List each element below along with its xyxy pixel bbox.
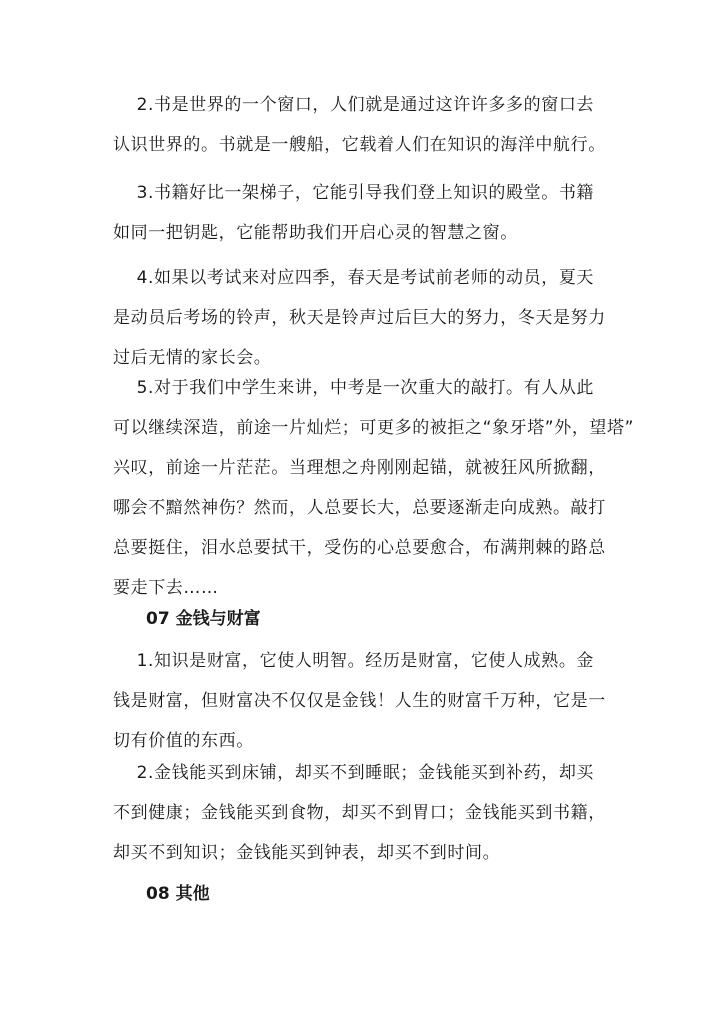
text-line: 却买不到知识；金钱能买到钟表，却买不到时间。 bbox=[113, 843, 501, 863]
text-line: 认识世界的。书就是一艘船，它载着人们在知识的海洋中航行。 bbox=[113, 135, 606, 155]
paragraph-knowledge-wealth bbox=[113, 641, 609, 761]
paragraph-money-cannot-buy bbox=[113, 753, 609, 873]
text-line: 兴叹，前途一片茫茫。当理想之舟刚刚起锚，就被狂风所掀翻， bbox=[113, 458, 606, 478]
text-line: 总要挺住，泪水总要拭干，受伤的心总要愈合，布满荆棘的路总 bbox=[113, 538, 606, 558]
paragraph-exam-seasons bbox=[113, 258, 609, 378]
text-line: 1.知识是财富，它使人明智。经历是财富，它使人成熟。金 bbox=[113, 651, 595, 671]
section-heading-money-wealth: 07 金钱与财富 bbox=[146, 609, 261, 629]
paragraph-book-ladder bbox=[113, 173, 609, 253]
text-line: 2.书是世界的一个窗口，人们就是通过这许许多多的窗口去 bbox=[113, 95, 595, 115]
text-line: 钱是财富，但财富决不仅仅是金钱！人生的财富千万种，它是一 bbox=[113, 691, 606, 711]
paragraph-book-window bbox=[113, 85, 609, 165]
paragraph-exam-blow bbox=[113, 368, 635, 608]
text-line: 4.如果以考试来对应四季，春天是考试前老师的动员，夏天 bbox=[113, 268, 595, 288]
text-line: 3.书籍好比一架梯子，它能引导我们登上知识的殿堂。书籍 bbox=[113, 183, 595, 203]
text-line: 过后无情的家长会。 bbox=[113, 348, 272, 368]
section-heading-other: 08 其他 bbox=[146, 884, 210, 904]
text-line: 哪会不黯然神伤？然而，人总要长大，总要逐渐走向成熟。敲打 bbox=[113, 498, 606, 518]
text-line: 不到健康；金钱能买到食物，却买不到胃口；金钱能买到书籍， bbox=[113, 803, 606, 823]
text-line: 2.金钱能买到床铺，却买不到睡眠；金钱能买到补药，却买 bbox=[113, 763, 595, 783]
text-line: 切有价值的东西。 bbox=[113, 731, 254, 751]
text-line: 可以继续深造，前途一片灿烂；可更多的被拒之“象牙塔”外，望塔” bbox=[113, 418, 635, 438]
text-line: 要走下去…… bbox=[113, 578, 219, 598]
text-line: 5.对于我们中学生来讲，中考是一次重大的敲打。有人从此 bbox=[113, 378, 595, 398]
text-line: 如同一把钥匙，它能帮助我们开启心灵的智慧之窗。 bbox=[113, 223, 518, 243]
text-line: 是动员后考场的铃声，秋天是铃声过后巨大的努力，冬天是努力 bbox=[113, 308, 606, 328]
